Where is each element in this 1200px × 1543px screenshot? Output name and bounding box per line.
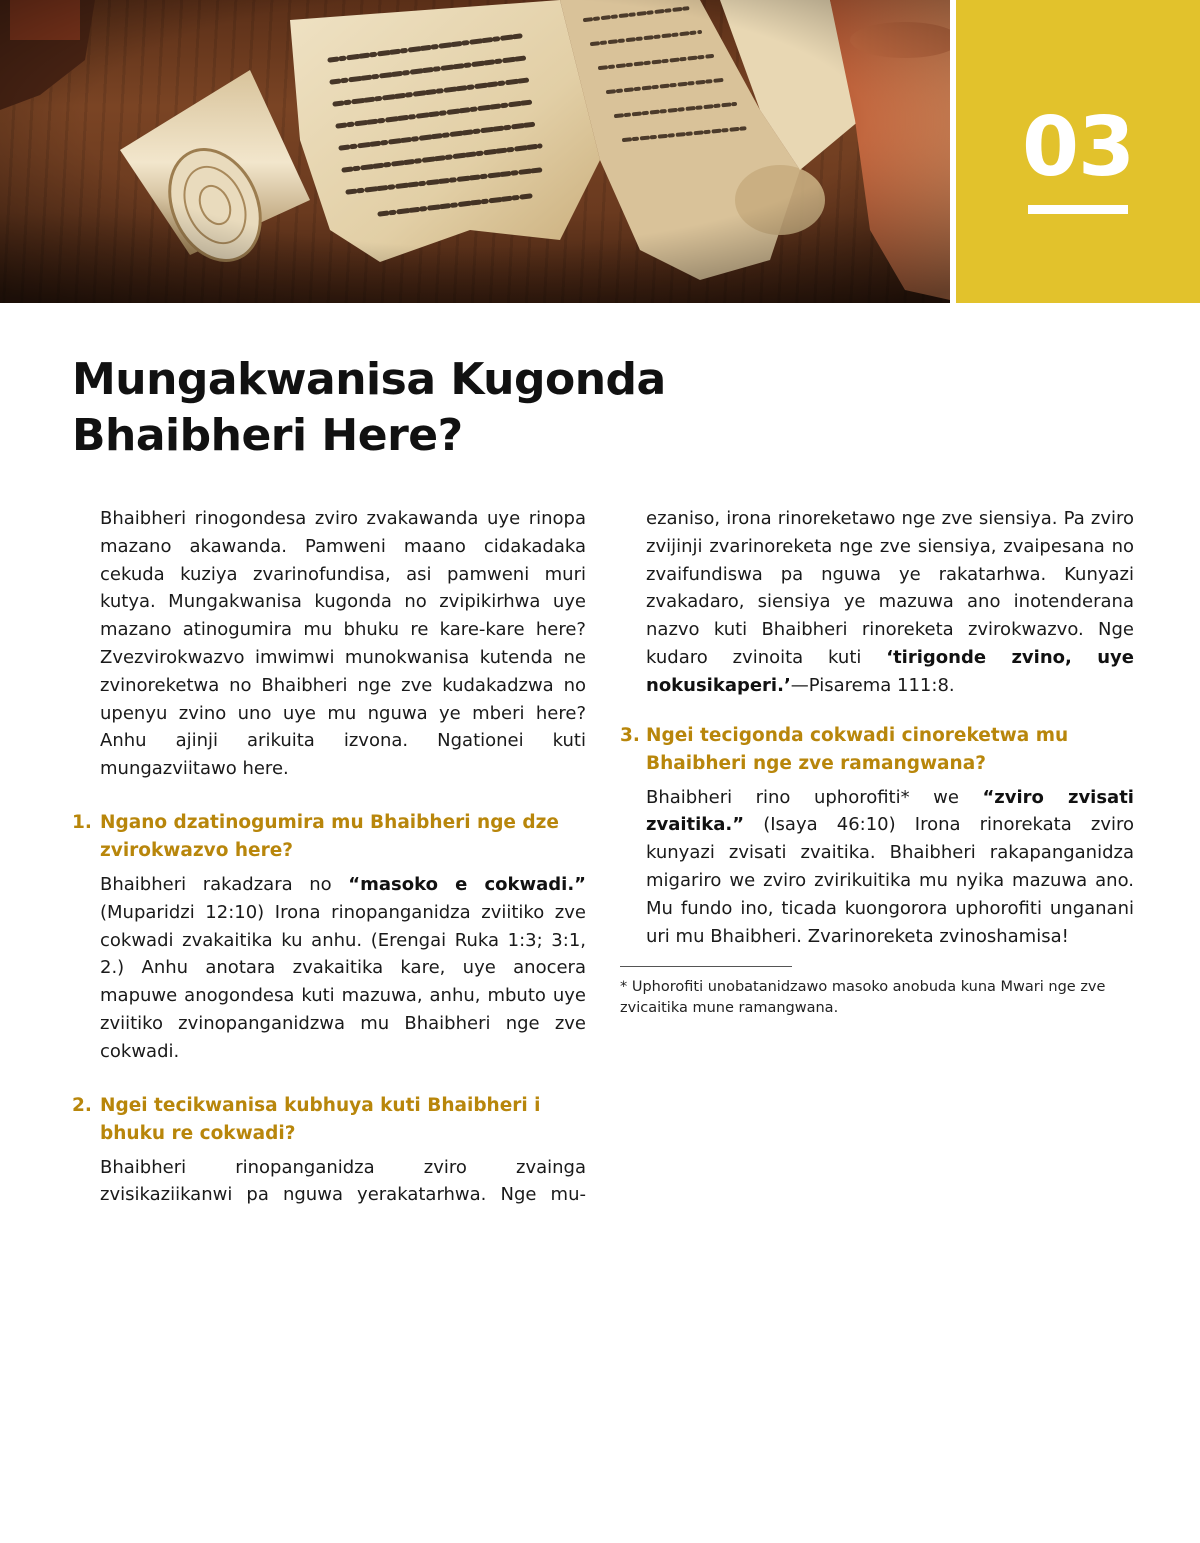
section-3-body: [620, 784, 1134, 951]
section-3-heading-text: Ngei tecigonda cokwadi cinoreketwa mu Bhaibheri nge zve ramangwana?: [646, 724, 1069, 774]
section-2-citation: —Pisarema 111:8.: [790, 674, 955, 696]
scrolls-photo-icon: [0, 0, 950, 303]
section-1-number: 1.: [72, 811, 92, 833]
intro-paragraph: Bhaibheri rinogondesa zviro zvakawanda uye rinopa mazano akawanda. Pamweni maano cidakadaka cekuda kuziya zvarinofundisa, asi pamweni muri kutya. Mungakwanisa kugonda no zvipikirhwa uye mazano atinogumira mu bhuku re kare-kare here? Zvezvirokwazvo imwimwi munokwanisa kutenda ne zvinoreketwa no Bhaibheri nge zve kudakadzwa no upenyu zvino uno uye mu nguwa ye mberi here? Anhu ajinji arikuita izvona. Ngationei kuti mungazviitawo here.: [100, 508, 586, 780]
page-title-line-1: Mungakwanisa Kugonda: [72, 354, 666, 405]
section-2-body-continued: ezaniso, irona rinoreketawo nge zve siensiya. Pa zviro zvijinji zvarinoreketa nge zve siensiya, zvaipesana no zvaifundiswa pa nguwa ye rakatarhwa. Kunyazi zvakadaro, siensiya ye mazuwa ano inotenderana nazvo kuti Bhaibheri rinoreketa zvirokwazvo. Nge kudaro zvinoita kuti: [646, 508, 1134, 668]
section-3-body-mid: we: [909, 786, 983, 808]
chapter-number-underline: [1028, 205, 1128, 214]
section-2-heading-text: Ngei tecikwanisa kubhuya kuti Bhaibheri i bhuku re cokwadi?: [100, 1094, 541, 1144]
section-1-body-end: (Muparidzi 12:10) Irona rinopanganidza zviitiko zve cokwadi zvakaitika ku anhu. (Erengai Ruka 1:3; 3:1, 2.) Anhu anotara zvakaitika kare, uye anocera mapuwe anogondesa kuti mazuwa, anhu, mbuto uye zviitiko zvinopanganidzwa mu Bhaibheri nge zve cokwadi.: [100, 901, 586, 1062]
section-1-quote: “masoko e cokwadi.”: [348, 873, 586, 895]
section-2-number: 2.: [72, 1094, 92, 1116]
section-3-number: 3.: [620, 724, 640, 746]
section-2-quote: ‘tirigonde zvino, uye nokusikaperi.’: [646, 646, 1134, 696]
left-column: [72, 505, 586, 1209]
right-column: [620, 505, 1134, 1019]
section-3-body-start: Bhaibheri rino uphorofiti: [646, 786, 901, 808]
section-3-quote: “zviro zvisati zvaitika.”: [646, 786, 1134, 836]
page-title: [72, 352, 772, 464]
header-photo: [0, 0, 950, 303]
section-1-body: [72, 871, 586, 1066]
footnote-marker[interactable]: *: [900, 786, 910, 808]
section-1-body-start: Bhaibheri rakadzara no: [100, 873, 349, 895]
chapter-number-panel: [956, 0, 1200, 303]
section-2-body-part-1: Bhaibheri rinopanganidza zviro zvainga zvisikaziikanwi pa nguwa yerakatarhwa. Nge mu-: [100, 1156, 586, 1206]
page-title-line-2: Bhaibheri Here?: [72, 410, 463, 461]
section-3-heading: [620, 722, 1134, 778]
section-3-body-end: (Isaya 46:10) Irona rinorekata zviro kunyazi zvisati zvaitika. Bhaibheri rakapanganidza migariro we zviro zvirikuitika mu nyika mazuwa ano. Mu fundo ino, ticada kuongorora uphorofiti unganani uri mu Bhaibheri. Zvarinoreketa zvinoshamisa!: [646, 814, 1134, 947]
section-2-body-part-2: [620, 505, 1134, 700]
footnote-divider: [620, 966, 792, 967]
section-1-heading: [72, 809, 586, 865]
chapter-number: 03: [1021, 100, 1135, 195]
footnote: * Uphorofiti unobatanidzawo masoko anobuda kuna Mwari nge zve zvicaitika mune ramangwana.: [620, 979, 1106, 1017]
section-1-heading-text: Ngano dzatinogumira mu Bhaibheri nge dze zvirokwazvo here?: [100, 811, 559, 861]
section-2-heading: [72, 1092, 586, 1148]
